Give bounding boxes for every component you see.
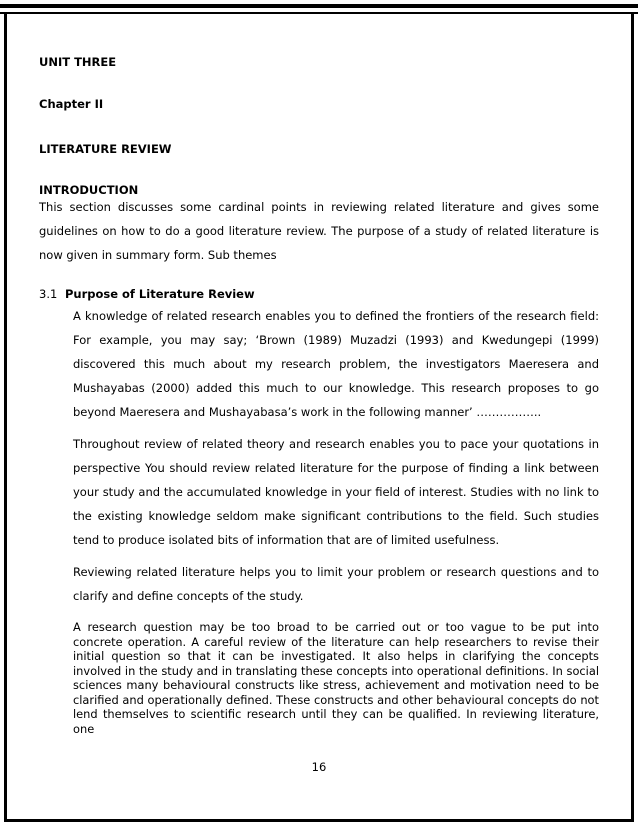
page-content [39, 54, 599, 736]
page-border-left [4, 14, 7, 822]
section-title: Purpose of Literature Review [64, 287, 255, 301]
section-paragraph-3: Reviewing related literature helps you to limit your problem or research questions and to clarify and define concepts of the study. [73, 565, 599, 603]
page-number: 16 [311, 760, 327, 774]
page-border-right [631, 14, 634, 822]
section-paragraph-2: Throughout review of related theory and research enables you to pace your quotations in perspective You should review related literature for the purpose of finding a link between your study and the accumulated knowledge in your field of interest. Studies with no link to the existing knowledge seldom make significant contributions to the field. Such studies tend to produce isolated bits of information that are of limited usefulness. [73, 437, 599, 547]
top-rule-thick [0, 4, 638, 8]
intro-paragraph: This section discusses some cardinal points in reviewing related literature and gives some guidelines on how to do a good literature review. The purpose of a study of related literature is now given in summary form. Sub themes [39, 200, 599, 262]
chapter-heading: Chapter II [39, 97, 104, 111]
page-border-bottom [4, 819, 634, 822]
unit-heading: UNIT THREE [39, 55, 117, 69]
section-number: 3.1 [39, 287, 58, 301]
section-paragraph-4: A research question may be too broad to be carried out or too vague to be put into concrete operation. A careful review of the literature can help researchers to revise their initial question so that it can be investigated. It also helps in clarifying the concepts involved in the study and in translating these concepts into operational definitions. In social sciences many behavioural constructs like stress, achievement and motivation need to be clarified and operationally defined. These constructs and other behavioural concepts do not lend themselves to scientific research until they can be qualified. In reviewing literature, one [73, 620, 599, 736]
section-heading [39, 286, 599, 302]
section-paragraph-1: A knowledge of related research enables you to defined the frontiers of the research field: For example, you may say; ‘Brown (1989) Muzadzi (1993) and Kwedungepi (1999) discovered this much about my research problem, the investigators Maeresera and Mushayabas (2000) added this much to our knowledge. This research proposes to go beyond Maeresera and Mushayabasa’s work in the following manner’ …………….. [73, 309, 599, 419]
top-rule-thin [0, 12, 638, 14]
intro-heading: INTRODUCTION [39, 183, 139, 197]
title-heading: LITERATURE REVIEW [39, 142, 172, 156]
